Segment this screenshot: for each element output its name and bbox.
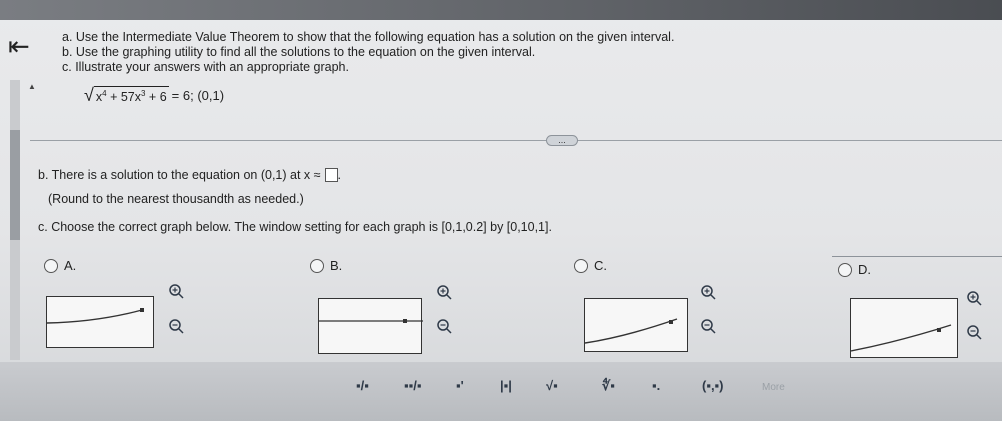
option-c[interactable]	[574, 258, 607, 273]
part-b-question	[38, 168, 341, 182]
scrollbar-thumb[interactable]	[10, 130, 20, 240]
graph-a	[46, 296, 154, 348]
square-root	[84, 86, 169, 104]
option-d-top-line	[832, 256, 1002, 257]
fraction-button[interactable]: ▪/▪	[356, 378, 369, 393]
exponent-2: 3	[141, 89, 146, 98]
radio-c[interactable]	[574, 259, 588, 273]
option-b-label: B.	[330, 258, 343, 273]
rounding-note: (Round to the nearest thousandth as needed.)	[48, 192, 304, 206]
graph-c	[584, 298, 688, 352]
graph-d	[850, 298, 958, 358]
radicand	[94, 86, 169, 104]
radical-sign-icon: √	[84, 85, 94, 106]
equation-rhs: = 6; (0,1)	[171, 87, 225, 103]
option-b[interactable]	[310, 258, 342, 273]
zoom-in-icon[interactable]	[168, 283, 184, 299]
zoom-out-icon[interactable]	[966, 324, 982, 340]
absolute-value-button[interactable]: |▪|	[500, 378, 512, 393]
zoom-out-icon[interactable]	[700, 318, 716, 334]
graph-c-curve	[585, 319, 677, 343]
graph-b	[318, 298, 422, 354]
graph-b-plot	[319, 299, 423, 355]
top-bar	[0, 0, 1002, 20]
option-d-label: D.	[858, 262, 871, 277]
radicand-middle: + 57x	[106, 90, 141, 105]
instructions	[62, 30, 674, 75]
square-root-button[interactable]: √▪	[546, 378, 558, 393]
graph-d-plot	[851, 299, 959, 359]
scroll-up-icon[interactable]: ▲	[28, 82, 36, 91]
option-d[interactable]	[838, 262, 871, 277]
graph-b-point	[403, 319, 407, 323]
zoom-in-icon[interactable]	[436, 284, 452, 300]
interval-button[interactable]: (▪,▪)	[702, 378, 724, 393]
graph-d-curve	[851, 325, 951, 351]
option-a-label: A.	[64, 258, 77, 273]
part-c-question: c. Choose the correct graph below. The window setting for each graph is [0,1,0.2] by [0,10,1].	[38, 220, 552, 234]
exponent-1: 4	[102, 89, 107, 98]
zoom-out-icon[interactable]	[168, 318, 184, 334]
instruction-a: a. Use the Intermediate Value Theorem to show that the following equation has a solution on the given interval.	[62, 30, 675, 44]
section-divider	[30, 140, 1002, 141]
more-tools-button[interactable]: More	[762, 382, 785, 393]
radio-a[interactable]	[44, 259, 58, 273]
instruction-b: b. Use the graphing utility to find all the solutions to the equation on the given interval.	[62, 45, 536, 59]
back-arrow-icon[interactable]: ⇤	[8, 31, 30, 61]
instruction-c: c. Illustrate your answers with an appropriate graph.	[62, 60, 349, 74]
option-c-label: C.	[594, 258, 607, 273]
graph-a-point	[140, 308, 144, 312]
radio-d[interactable]	[838, 263, 852, 277]
decimal-button[interactable]: ▪.	[652, 378, 661, 393]
expand-more-button[interactable]: ...	[546, 135, 578, 146]
period: .	[337, 168, 341, 182]
radicand-tail: + 6	[145, 90, 167, 105]
graph-a-plot	[47, 297, 155, 349]
graph-d-point	[937, 328, 941, 332]
mixed-number-button[interactable]: ▪▪/▪	[404, 378, 422, 393]
zoom-in-icon[interactable]	[700, 284, 716, 300]
zoom-out-icon[interactable]	[436, 318, 452, 334]
radio-b[interactable]	[310, 259, 324, 273]
graph-c-plot	[585, 299, 689, 353]
part-b-text: b. There is a solution to the equation on (0,1) at x ≈	[38, 168, 321, 182]
graph-a-curve	[47, 310, 142, 323]
graph-c-point	[669, 320, 673, 324]
nth-root-button[interactable]: ∜▪	[602, 378, 615, 393]
radicand-x: x	[95, 90, 103, 105]
answer-input[interactable]	[325, 168, 338, 182]
exponent-button[interactable]: ▪'	[456, 378, 464, 393]
option-a[interactable]	[44, 258, 76, 273]
zoom-in-icon[interactable]	[966, 290, 982, 306]
equation	[84, 86, 224, 104]
